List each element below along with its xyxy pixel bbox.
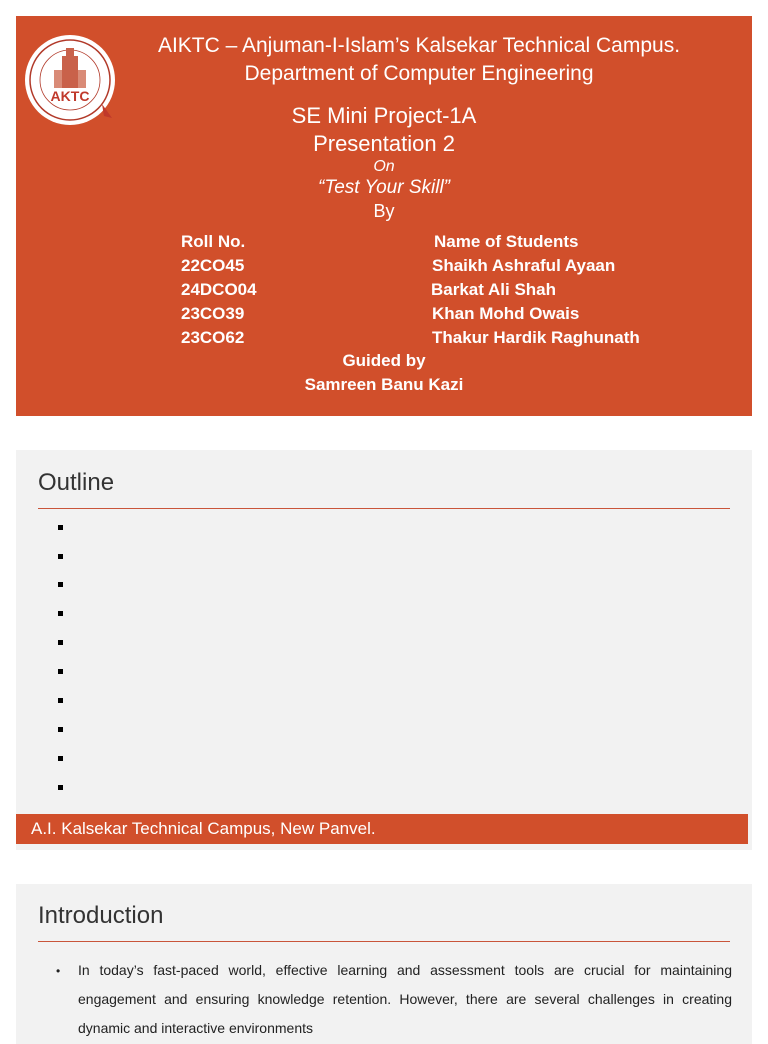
- roll-header: Roll No.: [181, 232, 246, 251]
- student-name: Thakur Hardik Raghunath: [432, 328, 640, 347]
- guided-by-label: Guided by: [342, 351, 426, 370]
- bullet-icon: [58, 669, 63, 674]
- bullet-icon: [58, 611, 63, 616]
- bullet-icon: [58, 698, 63, 703]
- on-label: On: [373, 158, 395, 175]
- bullet-icon: [58, 756, 63, 761]
- title-divider: [38, 508, 730, 509]
- title-divider: [38, 941, 730, 942]
- svg-text:AKTC: AKTC: [50, 88, 90, 104]
- institute-name: AIKTC – Anjuman-I-Islam’s Kalsekar Technical Campus.: [157, 34, 681, 57]
- bullet-icon: [58, 582, 63, 587]
- project-title: “Test Your Skill”: [318, 177, 450, 198]
- student-name: Khan Mohd Owais: [432, 304, 580, 323]
- introduction-text: In today’s fast-paced world, effective learning and assessment tools are crucial for maintaining engagement and ensuring knowledge retention. However, there are several challenges in creating dynamic and interactive environments: [78, 962, 732, 1036]
- bullet-icon: [58, 640, 63, 645]
- project-prefix: S: [291, 103, 307, 128]
- student-roll: 22CO45: [181, 256, 245, 275]
- bullet-icon: [58, 727, 63, 732]
- bullet-icon: [58, 785, 63, 790]
- guide-name: Samreen Banu Kazi: [304, 375, 464, 394]
- outline-slide: [16, 450, 752, 850]
- student-roll: 23CO39: [181, 304, 245, 323]
- title-slide: [16, 16, 752, 416]
- slide-footer: A.I. Kalsekar Technical Campus, New Panvel.: [16, 814, 748, 844]
- bullet-icon: [58, 525, 63, 530]
- student-roll: 24DCO04: [181, 280, 257, 299]
- bullet-icon: •: [56, 964, 61, 978]
- department-name: Department of Computer Engineering: [244, 62, 594, 85]
- by-label: By: [373, 201, 395, 221]
- project-name: E Mini Project-1A: [306, 103, 477, 128]
- institute-heading: [16, 32, 752, 88]
- name-header: Name of Students: [434, 232, 579, 251]
- slide-title: Introduction: [38, 902, 164, 929]
- bullet-icon: [58, 554, 63, 559]
- student-name: Barkat Ali Shah: [431, 280, 557, 299]
- slide-title: Outline: [38, 469, 115, 496]
- presentation-number: Presentation 2: [313, 131, 455, 156]
- student-roll: 23CO62: [181, 328, 245, 347]
- project-heading: [16, 102, 752, 158]
- introduction-slide: [16, 884, 752, 1044]
- student-name: Shaikh Ashraful Ayaan: [432, 256, 616, 275]
